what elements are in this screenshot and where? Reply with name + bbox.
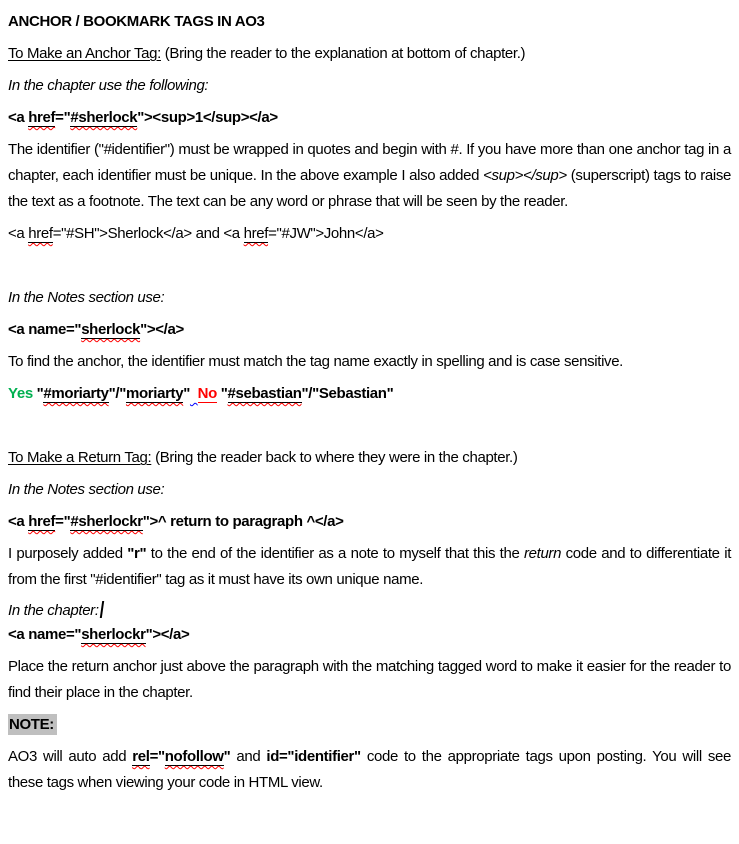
rel-attr: rel bbox=[132, 748, 150, 765]
return-code-href-attr: href bbox=[28, 513, 56, 530]
anchor-heading-label: To Make an Anchor Tag: bbox=[8, 45, 161, 62]
doc-title: ANCHOR / BOOKMARK TAGS IN AO3 bbox=[8, 13, 265, 30]
blank-line bbox=[8, 413, 731, 439]
quote-open-2: " bbox=[216, 385, 228, 402]
r-suffix: "r" bbox=[127, 545, 147, 562]
anchor-explanation bbox=[8, 137, 731, 215]
anchor-notes-use-note: In the Notes section use: bbox=[8, 289, 165, 306]
code-open: <a bbox=[8, 109, 29, 126]
note-heading bbox=[8, 712, 731, 738]
quote-open-1: " bbox=[32, 385, 44, 402]
return-code-close: ">^ return to paragraph ^</a> bbox=[142, 513, 344, 530]
code-href-attr: href bbox=[28, 109, 56, 126]
rel-close-quote: " bbox=[223, 748, 231, 765]
moriarty-id-1: #moriarty bbox=[43, 385, 109, 402]
return-chapter-label bbox=[8, 599, 731, 622]
return-explain-text-3: code and to differentiate it from the first "#identifier" tag as it must have its own unique name. bbox=[8, 545, 732, 588]
text-cursor bbox=[99, 601, 103, 618]
return-name-code-identifier: sherlockr bbox=[81, 626, 146, 643]
sebastian-name: Sebastian bbox=[318, 385, 387, 402]
return-name-code-line bbox=[8, 622, 731, 648]
name-code-identifier: sherlock bbox=[81, 321, 141, 338]
anchor-heading bbox=[8, 41, 731, 67]
return-code-line bbox=[8, 509, 731, 535]
chapter-label-text: In the chapter: bbox=[8, 602, 99, 619]
return-code-open: <a bbox=[8, 513, 29, 530]
return-explanation bbox=[8, 541, 731, 593]
return-code-identifier: #sherlockr bbox=[70, 513, 143, 530]
explanation-text-cont: (superscript) tags to raise the text as a footnote. The text can be any word or phrase that will be seen by the reader. bbox=[8, 167, 731, 210]
code-close: "><sup>1</sup></a> bbox=[137, 109, 278, 126]
example-open: <a bbox=[8, 225, 29, 242]
yes-no-example-line bbox=[8, 381, 731, 407]
return-heading bbox=[8, 445, 731, 471]
separator-2: "/" bbox=[301, 385, 319, 402]
anchor-heading-desc: (Bring the reader to the explanation at bottom of chapter.) bbox=[160, 45, 526, 62]
sebastian-id: #sebastian bbox=[227, 385, 302, 402]
note-text-2: and bbox=[230, 748, 267, 765]
name-code-close: "></a> bbox=[140, 321, 184, 338]
return-explain-text-2: to the end of the identifier as a note to myself that this the bbox=[146, 545, 524, 562]
return-explain-text: I purposely added bbox=[8, 545, 128, 562]
id-identifier-code: id="identifier" bbox=[266, 748, 361, 765]
name-code-open: <a name=" bbox=[8, 321, 82, 338]
anchor-chapter-use-note: In the chapter use the following: bbox=[8, 77, 209, 94]
note-body bbox=[8, 744, 731, 796]
yes-label: Yes bbox=[8, 385, 33, 402]
return-name-code-open: <a name=" bbox=[8, 626, 82, 643]
return-heading-label: To Make a Return Tag: bbox=[8, 449, 152, 466]
explanation-text: The identifier ("#identifier") must be wrapped in quotes and begin with #. If you have more than one anchor tag in a chapter, each identifier must be unique. In the above example I also added bbox=[8, 141, 731, 184]
anchor-name-code-line bbox=[8, 317, 731, 343]
return-name-code-close: "></a> bbox=[145, 626, 190, 643]
example-mid: ="#SH">Sherlock</a> and <a bbox=[52, 225, 244, 242]
quote-close-1: " bbox=[183, 385, 190, 402]
example-close: ="#JW">John</a> bbox=[268, 225, 384, 242]
anchor-example-line bbox=[8, 221, 731, 247]
code-identifier: #sherlock bbox=[70, 109, 138, 126]
sup-tags-text: <sup></sup> bbox=[483, 167, 567, 184]
moriarty-id-2: moriarty bbox=[125, 385, 184, 402]
separator-1: "/" bbox=[108, 385, 126, 402]
return-code-equals: =" bbox=[55, 513, 71, 530]
return-heading-desc: (Bring the reader back to where they were in the chapter.) bbox=[151, 449, 518, 466]
note-label: NOTE: bbox=[8, 714, 57, 735]
placement-text: Place the return anchor just above the paragraph with the matching tagged word to make it easier for the reader to find their place in the chapter. bbox=[8, 658, 731, 701]
no-label: No bbox=[197, 385, 217, 402]
return-notes-use-note: In the Notes section use: bbox=[8, 481, 165, 498]
anchor-code-line bbox=[8, 105, 731, 131]
note-text-1: AO3 will auto add bbox=[8, 748, 133, 765]
nofollow-value: nofollow bbox=[164, 748, 224, 765]
quote-close-2: " bbox=[386, 385, 394, 402]
example-href-attr-2: href bbox=[243, 225, 269, 242]
return-word-italic: return bbox=[523, 545, 562, 562]
rel-equals: =" bbox=[149, 748, 165, 765]
grammar-squiggle-gap bbox=[190, 385, 198, 402]
code-equals: =" bbox=[55, 109, 71, 126]
note-text-3: code to the appropriate tags upon posting. You will see these tags when viewing your code in HTML view. bbox=[8, 748, 731, 791]
match-rule-text: To find the anchor, the identifier must match the tag name exactly in spelling and is case sensitive. bbox=[8, 353, 624, 370]
example-href-attr-1: href bbox=[28, 225, 53, 242]
blank-line bbox=[8, 253, 731, 279]
